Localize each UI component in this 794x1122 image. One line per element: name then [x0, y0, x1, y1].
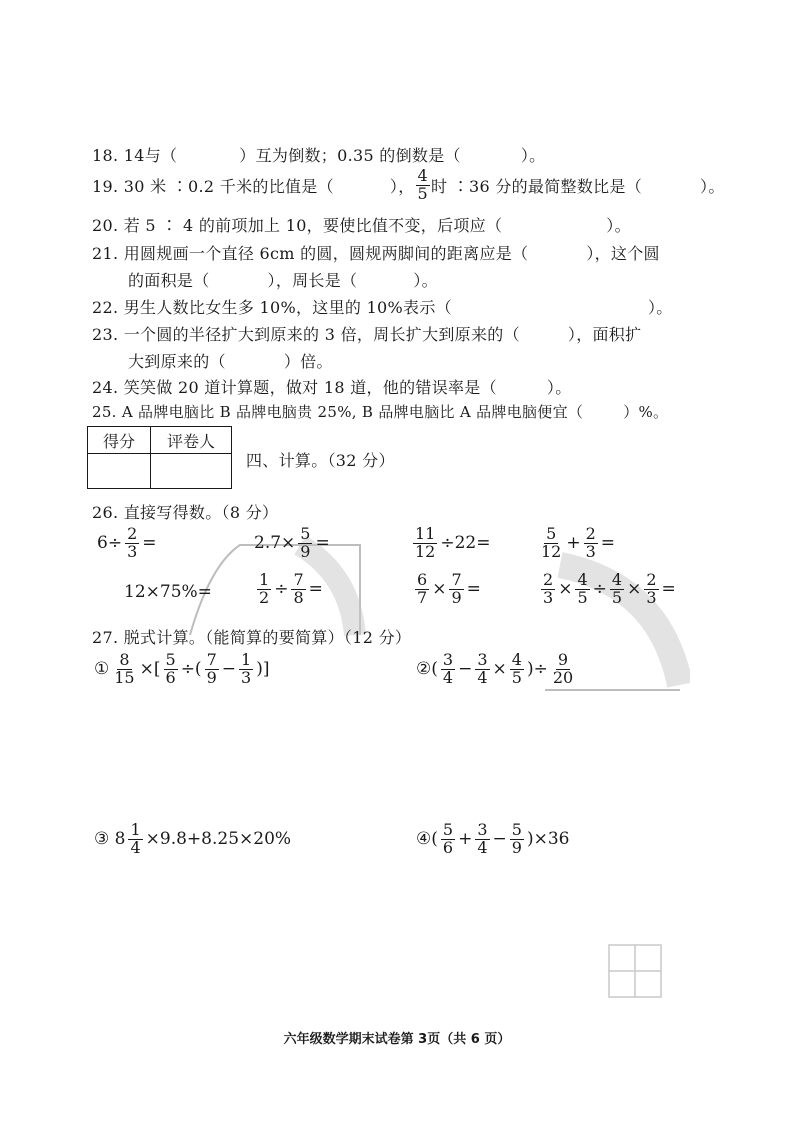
score-table — [87, 426, 232, 489]
question-20 — [92, 213, 631, 236]
q22-text-b: ）。 — [647, 298, 673, 317]
q21-text-d: ），周长是（ — [267, 271, 358, 290]
question-22 — [92, 295, 673, 318]
q25-text-a: 25. A 品牌电脑比 B 品牌电脑贵 25%, B 品牌电脑比 A 品牌电脑便宜（ — [92, 403, 584, 421]
page-footer: 六年级数学期末试卷第 3页（共 6 页） — [283, 1032, 511, 1047]
q27-part-2: ②( $\frac{3}{4}$ − $\frac{3}{4}$ × $\frac{4}{5}$ )÷ $\frac{9}{20}$ — [416, 650, 574, 687]
q24-text-b: ）。 — [546, 378, 572, 397]
q26-expr-8: $\frac{2}{3}$ × $\frac{4}{5}$ ÷ $\frac{4}{5}$ × $\frac{2}{3}$ = — [543, 570, 676, 607]
q27-part-3: ③ 8 $\frac{1}{4}$ ×9.8+8.25×20% — [94, 820, 292, 857]
score-cell[interactable] — [88, 454, 151, 489]
fraction: $\frac{4}{5}$ — [417, 166, 428, 203]
q19-text-b: ）， — [389, 176, 415, 196]
q18-text-a: 18. 14与（ — [92, 146, 178, 165]
q21-text-b: ），这个圆 — [586, 244, 660, 263]
score-header: 得分 — [88, 427, 151, 454]
question-18 — [92, 143, 545, 166]
q23-text-a: 23. 一个圆的半径扩大到原来的 3 倍，周长扩大到原来的（ — [92, 325, 520, 344]
corner-grid-mark — [607, 943, 663, 999]
q26-expr-1: 6÷ $\frac{2}{3}$ = — [97, 524, 157, 561]
question-23 — [92, 322, 641, 345]
q25-text-b: ）%。 — [623, 403, 669, 421]
q26-expr-4: $\frac{5}{12}$ + $\frac{2}{3}$ = — [541, 524, 616, 561]
q27-part-1: ① $\frac{8}{15}$ ×[ $\frac{5}{6}$ ÷( $\frac{7}{9}$ − $\frac{1}{3}$ )] — [94, 650, 270, 687]
grader-header: 评卷人 — [151, 427, 232, 454]
question-21 — [92, 241, 660, 264]
q22-text-a: 22. 男生人数比女生多 10%，这里的 10%表示（ — [92, 298, 452, 317]
section-4-title: 四、计算。（32 分） — [246, 451, 395, 470]
question-23-cont — [128, 349, 333, 372]
question-25 — [92, 401, 668, 422]
q23-text-c: 大到原来的（ — [128, 352, 226, 371]
q26-expr-7: $\frac{6}{7}$ × $\frac{7}{9}$ = — [417, 570, 481, 607]
q21-text-c: 的面积是（ — [128, 271, 210, 290]
q26-expr-2: 2.7× $\frac{5}{9}$ = — [254, 524, 330, 561]
q23-text-d: ）倍。 — [283, 352, 333, 371]
q26-expr-3: $\frac{11}{12}$ ÷22= — [415, 524, 491, 561]
q23-text-b: ），面积扩 — [567, 325, 642, 344]
q26-expr-5: 12×75%= — [124, 582, 212, 602]
q19-text-d: ）。 — [700, 176, 725, 196]
question-27-title: 27. 脱式计算。（能简算的要简算）（12 分） — [92, 628, 412, 647]
q26-expr-6: $\frac{1}{2}$ ÷ $\frac{7}{8}$ = — [259, 570, 323, 607]
q18-text-c: ）。 — [520, 146, 546, 165]
q27-part-4: ④( $\frac{5}{6}$ + $\frac{3}{4}$ − $\frac{5}{9}$ )×36 — [416, 820, 570, 857]
question-19 — [92, 168, 725, 203]
q18-text-b: ）互为倒数；0.35 的倒数是（ — [239, 146, 461, 165]
q20-text-a: 20. 若 5 ∶ 4 的前项加上 10，要使比值不变，后项应（ — [92, 216, 503, 235]
q21-text-a: 21. 用圆规画一个直径 6cm 的圆，圆规两脚间的距离应是（ — [92, 244, 529, 263]
question-26-title: 26. 直接写得数。（8 分） — [92, 503, 279, 522]
q21-text-e: ）。 — [413, 271, 438, 290]
q19-text-c: 时 ∶36 分的最简整数比是（ — [431, 176, 643, 196]
q19-text-a: 19. 30 米 ∶0.2 千米的比值是（ — [92, 176, 334, 196]
q24-text-a: 24. 笑笑做 20 道计算题，做对 18 道，他的错误率是（ — [92, 378, 497, 397]
question-21-cont — [128, 268, 438, 291]
grader-cell[interactable] — [151, 454, 232, 489]
question-24 — [92, 375, 572, 398]
q20-text-b: ）。 — [606, 216, 631, 235]
